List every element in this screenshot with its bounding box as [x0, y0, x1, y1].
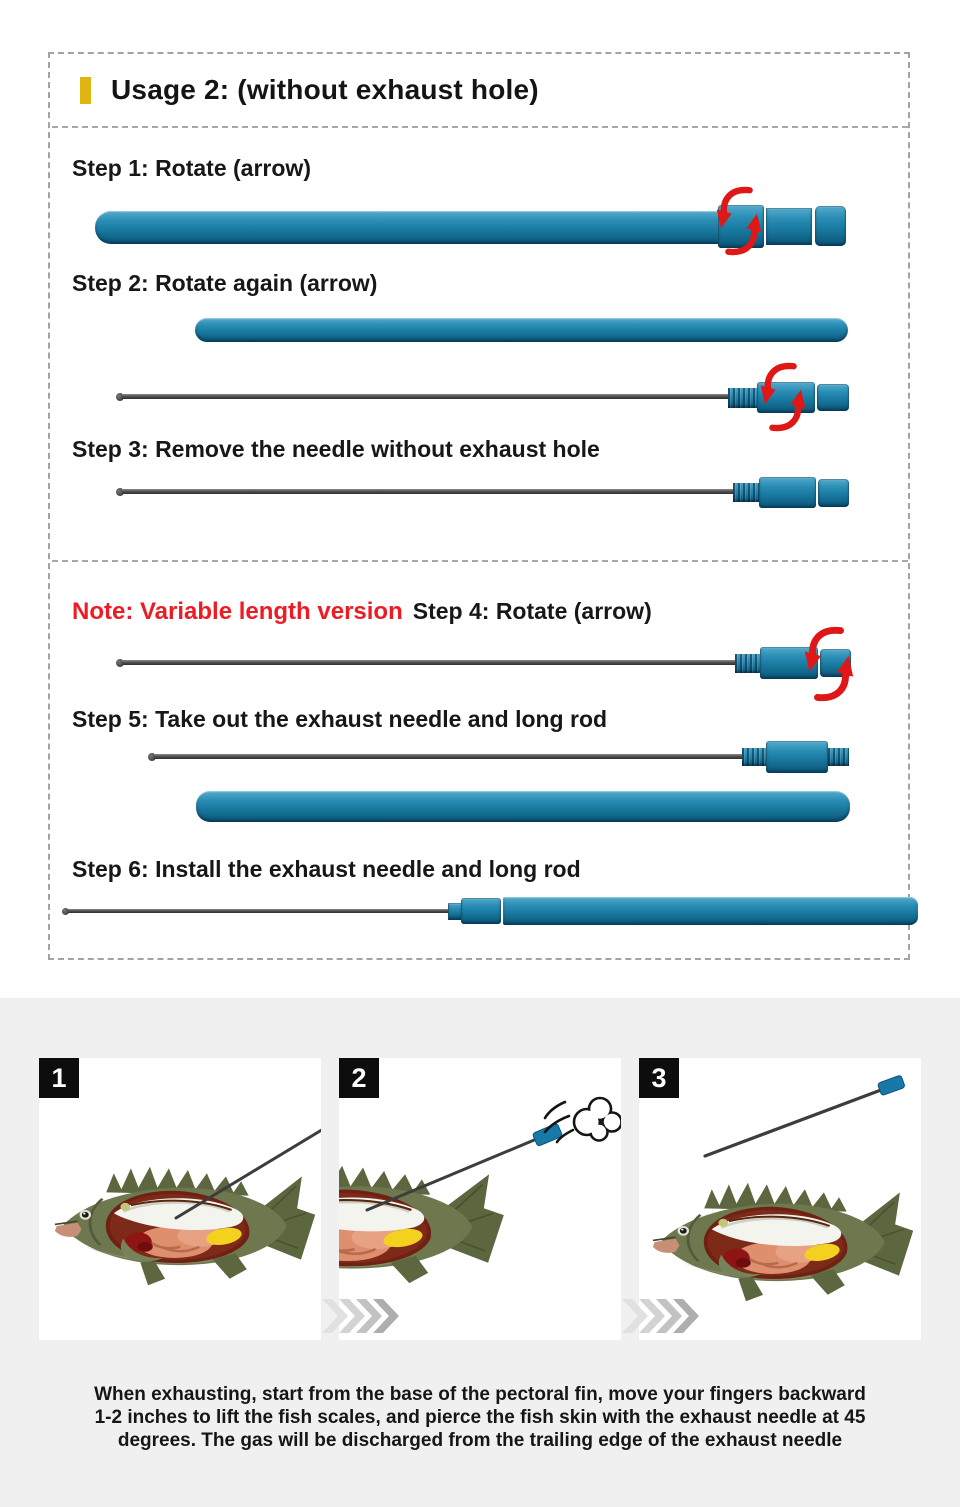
step6-label: Step 6: Install the exhaust needle and long rod — [72, 856, 581, 882]
step5-label: Step 5: Take out the exhaust needle and long rod — [72, 706, 608, 732]
red-rotation-arrow-icon — [716, 186, 762, 256]
thread-section-left — [742, 748, 767, 766]
red-rotation-arrow-icon — [804, 626, 854, 702]
red-rotation-arrow-icon — [760, 362, 806, 432]
panel-number: 1 — [51, 1062, 67, 1093]
divider-line-top — [52, 126, 908, 128]
thread-section-right — [828, 748, 849, 766]
exhaust-instructions-text — [40, 1383, 920, 1452]
title-accent-bar-icon — [80, 77, 91, 104]
next-step-chevrons-icon — [622, 1299, 700, 1333]
exhaust-demo-section — [0, 998, 960, 1507]
rod-end-cap — [815, 206, 846, 246]
thread-section — [728, 388, 758, 408]
section-title-row — [80, 70, 539, 110]
needle-shaft — [122, 394, 730, 399]
handle-body — [759, 477, 816, 508]
long-rod — [196, 791, 850, 822]
panel-number: 3 — [651, 1062, 667, 1093]
panel-number-badge — [339, 1058, 379, 1098]
needle-shaft — [122, 660, 737, 665]
fish-needle-removed-illustration — [639, 1058, 921, 1340]
connector-neck — [448, 903, 462, 920]
rod-mid-section — [766, 208, 812, 245]
thread-section — [733, 483, 760, 502]
fish-needle-inserted-illustration — [39, 1058, 321, 1340]
step2-label: Step 2: Rotate again (arrow) — [72, 270, 378, 296]
divider-line-middle — [52, 560, 908, 562]
section-title: Usage 2: (without exhaust hole) — [111, 74, 539, 105]
handle-end-cap — [818, 479, 849, 507]
needle-shaft — [68, 909, 450, 913]
needle-shaft — [122, 489, 735, 494]
long-rod — [503, 897, 918, 925]
rod-shaft — [95, 211, 722, 244]
step1-label: Step 1: Rotate (arrow) — [72, 155, 311, 181]
next-step-chevrons-icon — [322, 1299, 400, 1333]
connector-body — [461, 898, 501, 924]
instructions-line-2: 1-2 inches to lift the fish scales, and pierce the fish skin with the exhaust needle at 45 — [94, 1407, 866, 1428]
step3-label: Step 3: Remove the needle without exhaust hole — [72, 436, 600, 462]
variable-length-note: Note: Variable length version — [72, 598, 403, 625]
needle-shaft — [154, 754, 745, 759]
panel-number-badge — [639, 1058, 679, 1098]
demo-panel-3 — [639, 1058, 921, 1340]
outer-tube — [195, 318, 848, 342]
step4-label: Step 4: Rotate (arrow) — [412, 598, 652, 624]
instructions-line-1: When exhausting, start from the base of the pectoral fin, move your fingers backward — [94, 1384, 866, 1405]
handle-end-cap — [817, 384, 849, 411]
panel-number: 2 — [351, 1062, 367, 1093]
demo-panel-2 — [339, 1058, 621, 1340]
panel-number-badge — [39, 1058, 79, 1098]
connector-body — [766, 741, 828, 773]
demo-panel-1 — [39, 1058, 321, 1340]
fish-gas-release-illustration — [339, 1058, 621, 1340]
thread-section — [735, 654, 761, 673]
note-step4-row — [72, 598, 652, 626]
instructions-line-3: degrees. The gas will be discharged from the trailing edge of the exhaust needle — [117, 1430, 843, 1451]
